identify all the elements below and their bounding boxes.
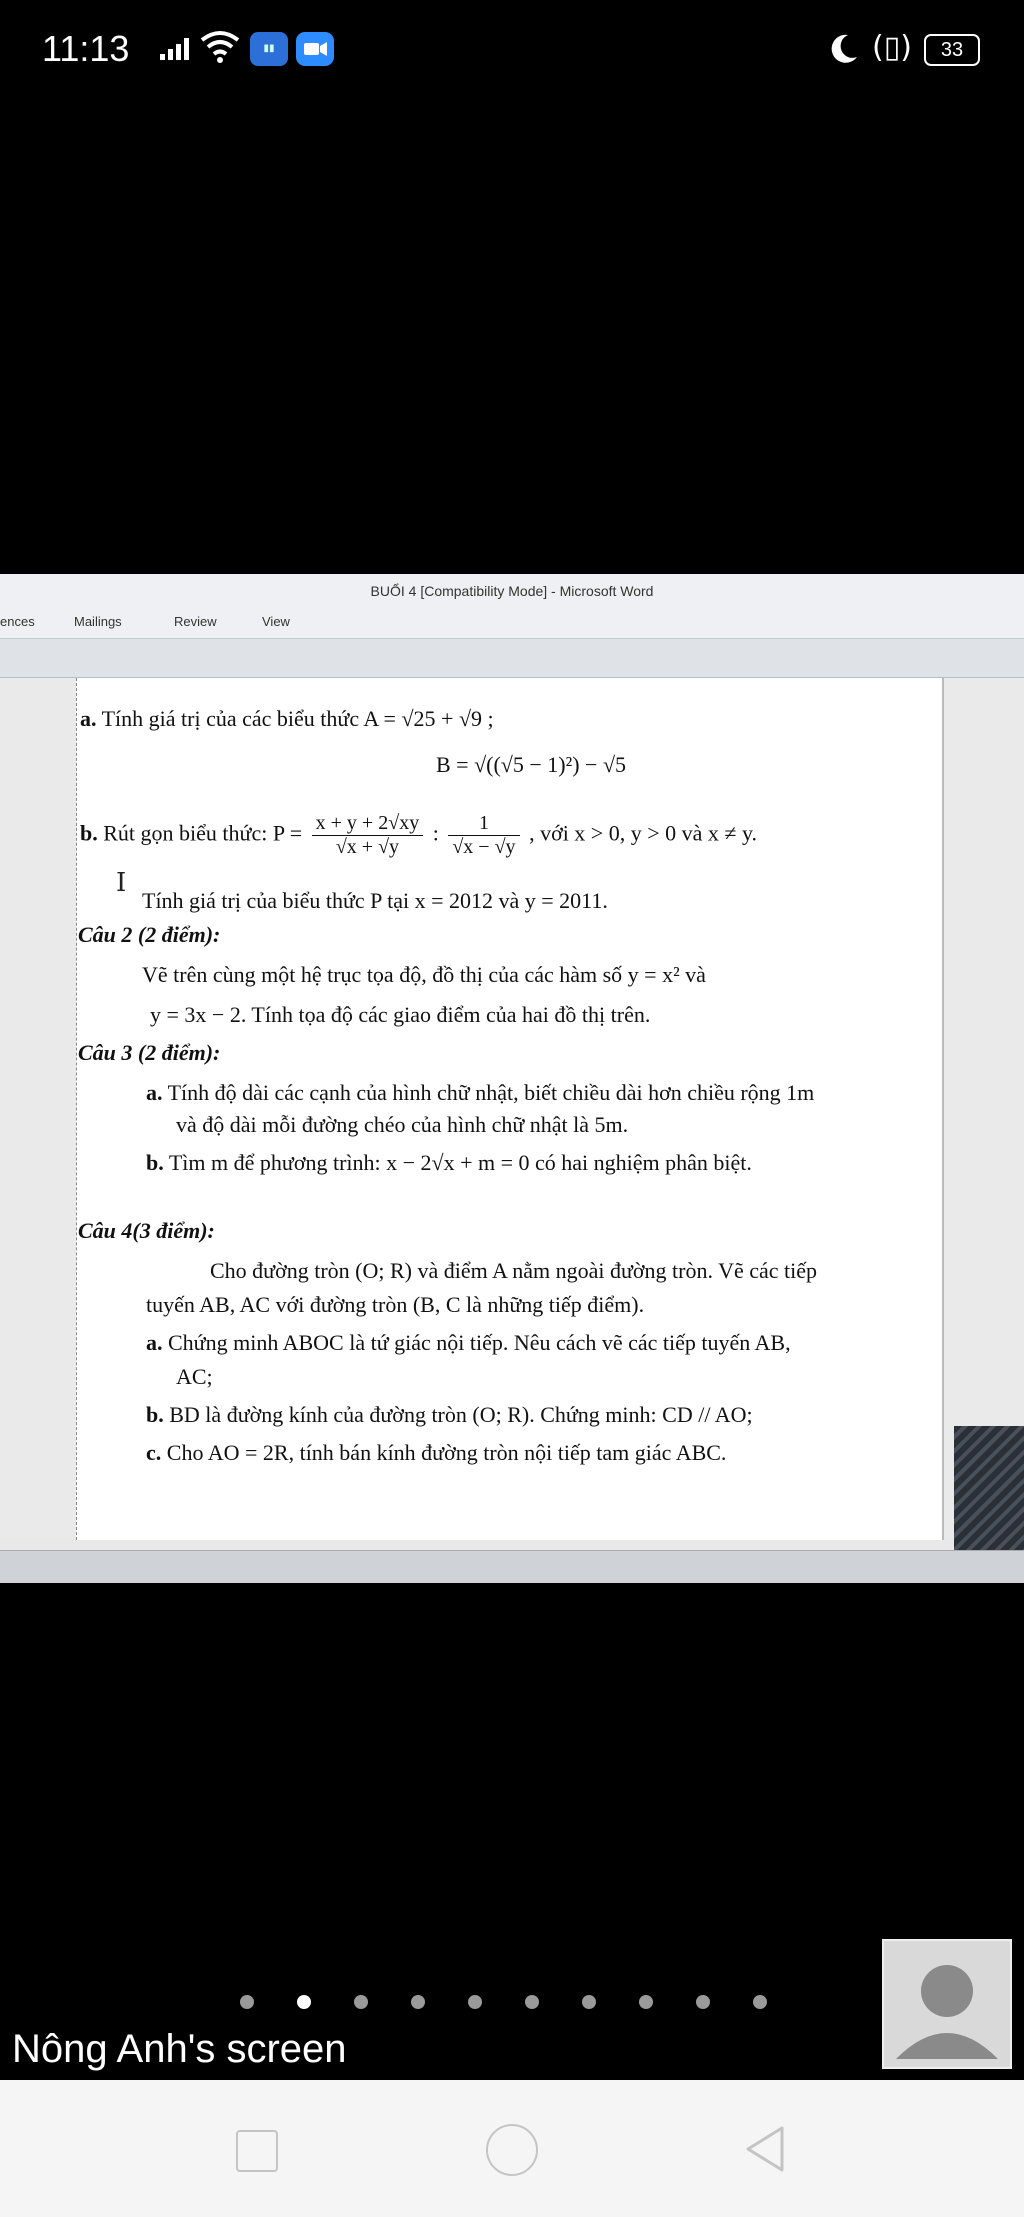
q4-c-label: c. xyxy=(146,1440,162,1465)
q2-title: Câu 2 (2 điểm): xyxy=(78,922,221,947)
zoom-icon xyxy=(296,32,334,66)
q3-title: Câu 3 (2 điểm): xyxy=(78,1040,221,1065)
app-icon: ▮▮ xyxy=(250,32,288,66)
signal-icon xyxy=(160,38,194,62)
q4-c-line: Cho AO = 2R, tính bán kính đường tròn nội tiếp tam giác ABC. xyxy=(166,1440,727,1465)
q3-b xyxy=(146,1150,752,1176)
moon-icon xyxy=(826,32,860,66)
ribbon-tabs xyxy=(0,604,1024,639)
q4-line2: tuyến AB, AC với đường tròn (B, C là những tiếp điểm). xyxy=(146,1292,645,1317)
item-b-condition: , với x > 0, y > 0 và x ≠ y. xyxy=(529,820,758,846)
page-dot[interactable] xyxy=(696,1995,710,2009)
q3-a xyxy=(146,1080,814,1106)
q4-b-label: b. xyxy=(146,1402,164,1427)
item-a-label: a. xyxy=(80,706,97,731)
tab-references[interactable]: ences xyxy=(0,614,35,629)
q2-line1: Vẽ trên cùng một hệ trục tọa độ, đồ thị của các hàm số y = x² và xyxy=(142,962,706,987)
q3-a-line2: và độ dài mỗi đường chéo của hình chữ nhật là 5m. xyxy=(176,1112,629,1137)
clock: 11:13 xyxy=(42,28,130,69)
text-cursor-icon: I xyxy=(116,868,127,898)
user-icon xyxy=(884,1941,1010,2067)
q3-b-line: Tìm m để phương trình: x − 2√x + m = 0 có hai nghiệm phân biệt. xyxy=(168,1150,752,1175)
fraction-1 xyxy=(312,812,424,859)
q4-a-label: a. xyxy=(146,1330,163,1355)
fraction-2-num: 1 xyxy=(448,812,519,836)
item-a-text: Tính giá trị của các biểu thức A = √25 + √9 ; xyxy=(101,706,494,731)
page-dot[interactable] xyxy=(354,1995,368,2009)
recent-apps-icon[interactable] xyxy=(236,2130,278,2172)
participant-avatar[interactable] xyxy=(882,1939,1012,2069)
fraction-1-num: x + y + 2√xy xyxy=(312,812,424,836)
q3-a-line1: Tính độ dài các cạnh của hình chữ nhật, biết chiều dài hơn chiều rộng 1m xyxy=(167,1080,815,1105)
tab-view[interactable]: View xyxy=(262,614,290,629)
q4-a-line2: AC; xyxy=(176,1364,213,1389)
q4-a-line1: Chứng minh ABOC là tứ giác nội tiếp. Nêu cách vẽ các tiếp tuyến AB, xyxy=(168,1330,791,1355)
fraction-2-den: √x − √y xyxy=(452,836,516,858)
status-strip xyxy=(0,1550,1024,1583)
page-dot[interactable] xyxy=(582,1995,596,2009)
page-dot[interactable] xyxy=(468,1995,482,2009)
q3-a-label: a. xyxy=(146,1080,163,1105)
item-a xyxy=(80,706,494,732)
page-edge xyxy=(942,678,944,1540)
item-a-expr-b: B = √((√5 − 1)²) − √5 xyxy=(436,752,627,777)
tab-review[interactable]: Review xyxy=(174,614,217,629)
colon: : xyxy=(432,820,439,846)
q4-title: Câu 4(3 điểm): xyxy=(78,1218,215,1243)
q4-line1: Cho đường tròn (O; R) và điểm A nằm ngoài đường tròn. Vẽ các tiếp xyxy=(210,1258,817,1283)
page-dot[interactable] xyxy=(639,1995,653,2009)
window-title: BUỔI 4 [Compatibility Mode] - Microsoft Word xyxy=(0,574,1024,604)
item-b-line2: Tính giá trị của biểu thức P tại x = 2012 và y = 2011. xyxy=(142,888,608,913)
q3-b-label: b. xyxy=(146,1150,164,1175)
battery-level: 33 xyxy=(940,39,964,61)
screen-share-label: Nông Anh's screen xyxy=(12,2027,347,2071)
q4-b xyxy=(146,1402,753,1428)
vibrate-icon: (▯) xyxy=(872,30,912,65)
status-bar xyxy=(0,0,1024,100)
battery-icon xyxy=(924,34,980,66)
item-b-label: b. xyxy=(80,820,98,846)
back-icon[interactable] xyxy=(742,2124,788,2174)
page-indicator xyxy=(240,1995,780,2015)
q4-c xyxy=(146,1440,726,1466)
wifi-icon xyxy=(200,30,240,64)
item-b xyxy=(80,812,757,859)
q4-a xyxy=(146,1330,791,1356)
ribbon-toolbar xyxy=(0,639,1024,678)
tab-mailings[interactable]: Mailings xyxy=(74,614,122,629)
q2-line2: y = 3x − 2. Tính tọa độ các giao điểm của hai đồ thị trên. xyxy=(150,1002,651,1027)
page-dot[interactable] xyxy=(753,1995,767,2009)
item-b-prefix: Rút gọn biểu thức: P = xyxy=(103,820,303,846)
fraction-1-den: √x + √y xyxy=(335,836,400,858)
page-dot[interactable] xyxy=(525,1995,539,2009)
home-icon[interactable] xyxy=(486,2124,538,2176)
page-dot[interactable] xyxy=(411,1995,425,2009)
page-dot[interactable] xyxy=(297,1995,311,2009)
fraction-2 xyxy=(448,812,519,859)
page-dot[interactable] xyxy=(240,1995,254,2009)
q4-b-line: BD là đường kính của đường tròn (O; R). Chứng minh: CD // AO; xyxy=(169,1402,753,1427)
